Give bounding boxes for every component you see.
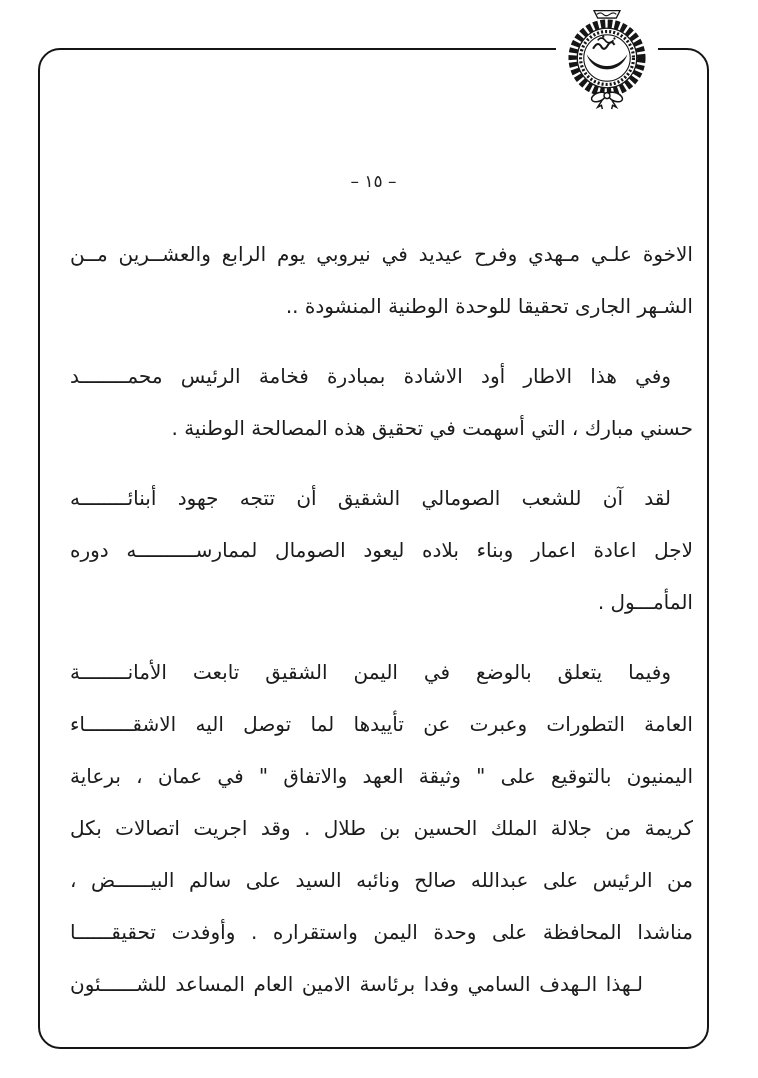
text-line: العامة التطورات وعبرت عن تأييدها لما توصل اليه الاشقــــــــاء [70, 712, 693, 736]
text-line: لاجل اعادة اعمار وبناء بلاده ليعود الصومال لممارســــــــــه دوره [70, 538, 693, 562]
text-line: لـهذا الـهدف السامي وفدا برئاسة الامين العام المساعد للشــــــئون [70, 972, 643, 996]
page-number: – ١٥ – [350, 172, 397, 192]
text-line: من الرئيس على عبدالله صالح ونائبه السيد على سالم البيــــــض ، [70, 868, 693, 892]
text-line: حسني مبارك ، التي أسهمت في تحقيق هذه المصالحة الوطنية . [171, 416, 693, 440]
text-line: الشـهر الجارى تحقيقا للوحدة الوطنية المنشودة .. [285, 294, 693, 318]
text-line: الاخوة علـي مـهدي وفرح عيديد في نيروبي يوم الرابع والعشــرين مــن [70, 242, 693, 266]
text-line: مناشدا المحافظة على وحدة اليمن واستقراره . وأوفدت تحقيقــــــا [70, 920, 693, 944]
paragraph [70, 228, 693, 332]
text-line: اليمنيون بالتوقيع على " وثيقة العهد والاتفاق " في عمان ، برعاية [70, 764, 693, 788]
text-line: كريمة من جلالة الملك الحسين بن طلال . وقد اجريت اتصالات بكل [70, 816, 693, 840]
paragraph [70, 646, 693, 1010]
text-line: وفي هذا الاطار أود الاشادة بمبادرة فخامة الرئيس محمــــــــد [70, 364, 671, 388]
text-line: لقد آن للشعب الصومالي الشقيق أن تتجه جهود أبنائــــــــه [70, 486, 671, 510]
text-line: المأمـــول . [597, 590, 693, 614]
paragraph [70, 472, 693, 628]
document-body [70, 228, 693, 1028]
arab-league-emblem-icon [556, 5, 658, 111]
paragraph [70, 350, 693, 454]
text-line: وفيما يتعلق بالوضع في اليمن الشقيق تابعت الأمانــــــــة [70, 660, 671, 684]
